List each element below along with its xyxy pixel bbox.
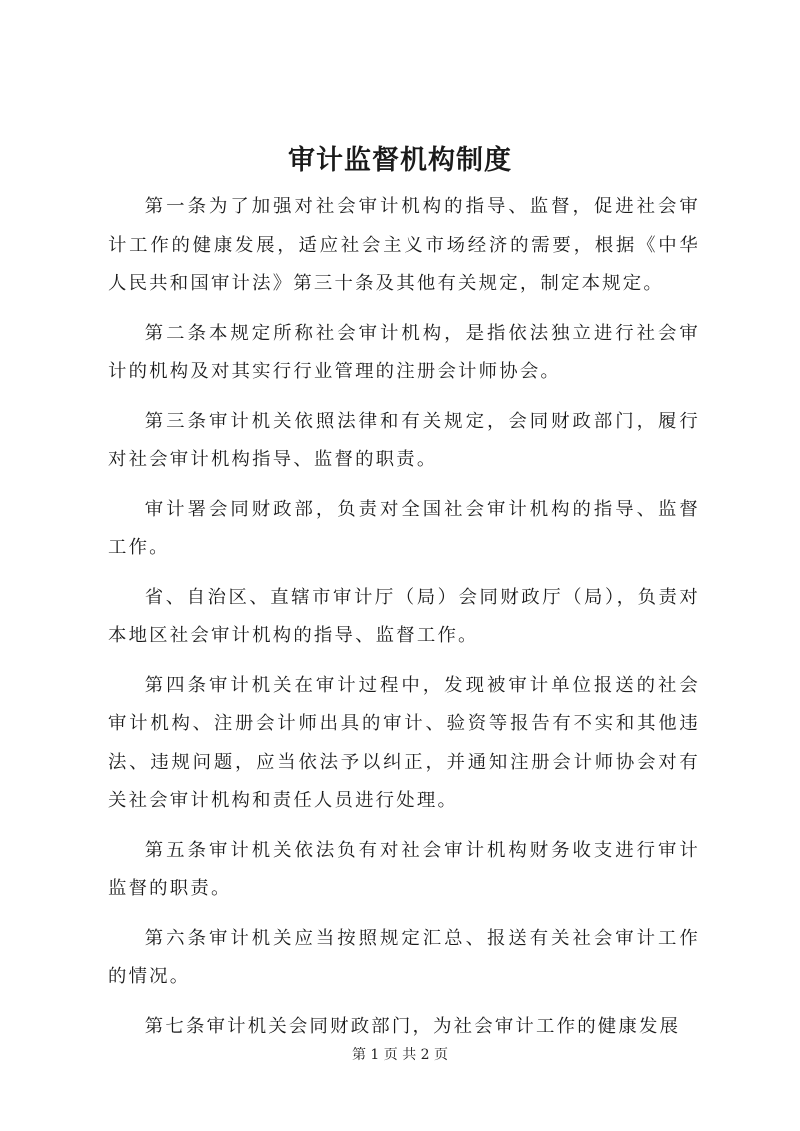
paragraph-article-6: 第六条审计机关应当按照规定汇总、报送有关社会审计工作的情况。	[108, 927, 700, 987]
page-footer: 第 1 页 共 2 页	[351, 1047, 449, 1063]
paragraph-article-3-national: 审计署会同财政部，负责对全国社会审计机构的指导、监督工作。	[108, 498, 700, 558]
paragraph-article-4: 第四条审计机关在审计过程中，发现被审计单位报送的社会审计机构、注册会计师出具的审计、验资等报告有不实和其他违法、违规问题，应当依法予以纠正，并通知注册会计师协会对有关社会审计机构和责任人员进行处理。	[108, 674, 700, 811]
paragraph-article-3-provincial: 省、自治区、直辖市审计厅（局）会同财政厅（局），负责对本地区社会审计机构的指导、监督工作。	[108, 586, 700, 646]
document-body	[108, 188, 700, 1057]
paragraph-article-7: 第七条审计机关会同财政部门，为社会审计工作的健康发展	[144, 1015, 681, 1037]
paragraph-article-1: 第一条为了加强对社会审计机构的指导、监督，促进社会审计工作的健康发展，适应社会主义市场经济的需要，根据《中华人民共和国审计法》第三十条及其他有关规定，制定本规定。	[108, 196, 700, 294]
paragraph-article-3: 第三条审计机关依照法律和有关规定，会同财政部门，履行对社会审计机构指导、监督的职责。	[108, 410, 700, 470]
paragraph-article-2: 第二条本规定所称社会审计机构，是指依法独立进行社会审计的机构及对其实行行业管理的注册会计师协会。	[108, 322, 700, 382]
paragraph-article-5: 第五条审计机关依法负有对社会审计机构财务收支进行审计监督的职责。	[108, 839, 700, 899]
document-title: 审计监督机构制度	[288, 145, 512, 176]
